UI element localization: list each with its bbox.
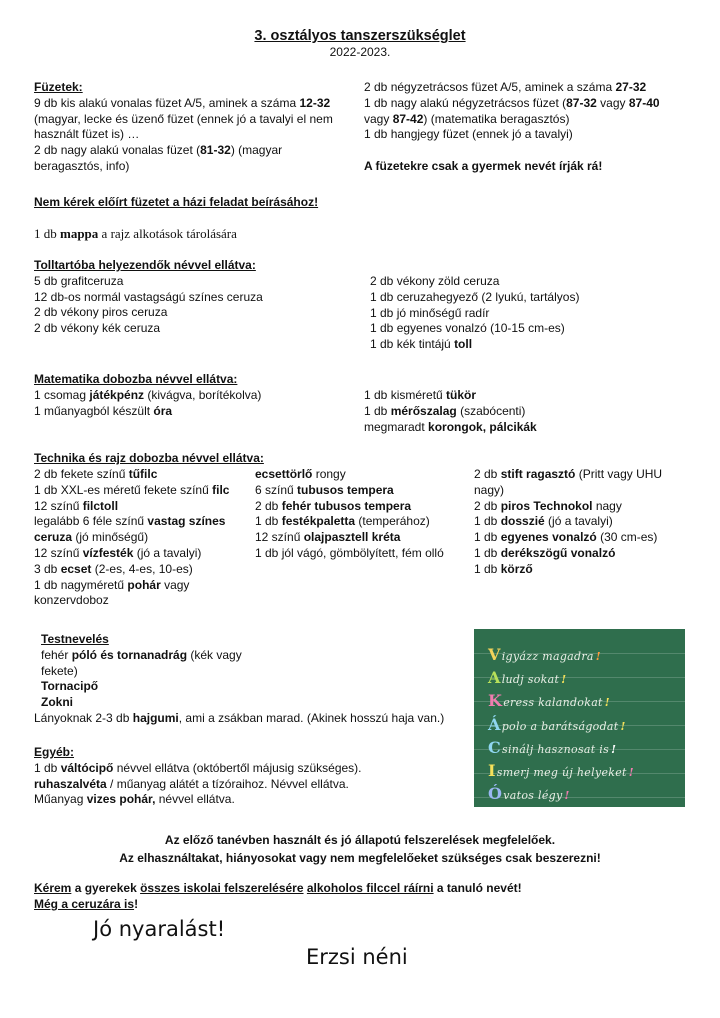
list-item: fehér póló és tornanadrág (kék vagy xyxy=(41,647,242,662)
list-item: beragasztós, info) xyxy=(34,158,130,173)
list-item: 6 színű tubusos tempera xyxy=(255,482,394,497)
list-item: 1 műanyagból készült óra xyxy=(34,403,173,418)
school-year: 2022-2023. xyxy=(329,45,391,59)
matematika-section xyxy=(34,372,261,419)
list-item: 1 db nagyméretű pohár vagy xyxy=(34,577,190,592)
technika-column-1 xyxy=(34,467,229,609)
list-item: 1 db körző xyxy=(474,561,533,576)
no-homework-notebook-note: Nem kérek előírt füzetet a házi feladat beírásához! xyxy=(34,195,319,209)
egyeb-section xyxy=(34,745,362,808)
technika-column-2 xyxy=(255,467,444,562)
note-names-only: A füzetekre csak a gyermek nevét írják rá! xyxy=(364,158,603,173)
list-item: nagy) xyxy=(474,482,505,497)
list-item: 1 db dosszié (jó a tavalyi) xyxy=(474,514,613,529)
list-item: 1 db derékszögű vonalzó xyxy=(474,545,616,560)
list-item: Műanyag vizes pohár, névvel ellátva. xyxy=(34,792,235,807)
chalkboard-line: Csinálj hasznosat is ! xyxy=(488,738,617,757)
list-item: 1 db nagy alakú négyzetrácsos füzet (87-32 vagy 87-40 xyxy=(364,95,660,110)
list-item: konzervdoboz xyxy=(34,593,109,608)
chalkboard-line: Ápolo a barátságodat ! xyxy=(488,715,626,734)
tolltarto-right-column xyxy=(370,274,579,353)
list-item: 1 db mérőszalag (szabócenti) xyxy=(364,403,526,418)
list-item: 2 db vékony kék ceruza xyxy=(34,321,161,336)
list-item: ecsettörlő rongy xyxy=(255,467,346,481)
list-item: 5 db grafitceruza xyxy=(34,273,124,288)
technika-column-3 xyxy=(474,467,662,578)
list-item: 12 színű vízfesték (jó a tavalyi) xyxy=(34,545,202,560)
list-item: Zokni xyxy=(41,695,73,710)
list-item: 1 csomag játékpénz (kivágva, borítékolva) xyxy=(34,387,262,402)
list-item: 2 db vékony zöld ceruza xyxy=(370,274,500,288)
list-item: 1 db jól vágó, gömbölyített, fém olló xyxy=(255,545,444,560)
closing-note-2: Az elhasználtakat, hiányosokat vagy nem megfelelőeket szükséges csak beszerezni! xyxy=(119,851,601,865)
list-item: 2 db nagy alakú vonalas füzet (81-32) (magyar xyxy=(34,143,283,158)
list-item: 1 db kisméretű tükör xyxy=(364,388,477,402)
list-item: (magyar, lecke és üzenő füzet (ennek jó a tavalyi el nem xyxy=(34,111,333,126)
mappa-item: 1 db mappa a rajz alkotások tárolására xyxy=(34,226,237,241)
chalkboard-line: Óvatos légy ! xyxy=(488,784,570,803)
testneveles-heading: Testnevelés xyxy=(41,632,109,646)
chalkboard-line: Aludj sokat ! xyxy=(488,668,567,687)
fuzetek-right-column xyxy=(364,80,660,175)
tolltarto-heading: Tolltartóba helyezendők névvel ellátva: xyxy=(34,258,256,272)
list-item: 12 színű filctoll xyxy=(34,498,119,513)
chalkboard-line: Vigyázz magadra ! xyxy=(488,645,601,664)
greeting: Jó nyaralást! xyxy=(93,917,226,941)
list-item: 2 db négyzetrácsos füzet A/5, aminek a száma 27-32 xyxy=(364,80,647,94)
list-item: 1 db egyenes vonalzó (30 cm-es) xyxy=(474,530,658,545)
list-item: 1 db jó minőségű radír xyxy=(370,305,490,320)
egyeb-heading: Egyéb: xyxy=(34,745,75,759)
list-item: 2 db stift ragasztó (Pritt vagy UHU xyxy=(474,467,663,481)
list-item: 1 db festékpaletta (temperához) xyxy=(255,514,430,529)
list-item: Lányoknak 2-3 db hajgumi, ami a zsákban marad. (Akinek hosszú haja van.) xyxy=(34,710,445,725)
closing-note-1: Az előző tanévben használt és jó állapotú felszerelések megfelelőek. xyxy=(164,833,556,847)
list-item: megmaradt korongok, pálcikák xyxy=(364,419,537,434)
technika-heading: Technika és rajz dobozba névvel ellátva: xyxy=(34,451,264,465)
list-item: 1 db ceruzahegyező (2 lyukú, tartályos) xyxy=(370,289,580,304)
list-item: ruhaszalvéta / műanyag alátét a tízóraihoz. Névvel ellátva. xyxy=(34,776,349,791)
list-item: 2 db fekete színű tűfilc xyxy=(34,467,158,481)
fuzetek-section xyxy=(34,80,333,175)
matematika-right-column xyxy=(364,388,537,435)
list-item: 2 db piros Technokol nagy xyxy=(474,498,622,513)
list-item: 9 db kis alakú vonalas füzet A/5, aminek a száma 12-32 xyxy=(34,95,331,110)
list-item: használt füzet is) … xyxy=(34,127,140,142)
list-item: 1 db egyenes vonalzó (10-15 cm-es) xyxy=(370,321,565,336)
list-item: 3 db ecset (2-es, 4-es, 10-es) xyxy=(34,561,193,576)
list-item: legalább 6 féle színű vastag színes xyxy=(34,514,226,529)
page-title: 3. osztályos tanszerszükséglet xyxy=(254,28,466,44)
chalkboard-line: Keress kalandokat ! xyxy=(488,691,610,710)
list-item: 1 db váltócipő névvel ellátva (októbertől májusig szükséges). xyxy=(34,760,362,775)
name-labeling-request: Kérem a gyerekek összes iskolai felszerelésére alkoholos filccel ráírni a tanuló nevét! xyxy=(34,881,522,895)
list-item: 1 db kék tintájú toll xyxy=(370,337,473,352)
chalkboard-line: Ismerj meg új helyeket ! xyxy=(488,761,634,780)
signature: Erzsi néni xyxy=(306,945,408,969)
matematika-heading: Matematika dobozba névvel ellátva: xyxy=(34,372,238,386)
list-item: Tornacipő xyxy=(41,679,99,694)
list-item: 1 db XXL-es méretű fekete színű filc xyxy=(34,482,230,497)
list-item: vagy 87-42) (matematika beragasztós) xyxy=(364,111,570,126)
list-item: 1 db hangjegy füzet (ennek jó a tavalyi) xyxy=(364,127,573,142)
list-item: ceruza (jó minőségű) xyxy=(34,530,149,545)
list-item: 2 db fehér tubusos tempera xyxy=(255,498,412,513)
tolltarto-section xyxy=(34,258,263,337)
list-item: 12 db-os normál vastagságú színes ceruza xyxy=(34,289,263,304)
testneveles-section xyxy=(34,632,444,727)
chalkboard-image xyxy=(474,629,685,807)
list-item: 12 színű olajpasztell kréta xyxy=(255,530,401,545)
pencil-note: Még a ceruzára is! xyxy=(34,897,139,911)
list-item: 2 db vékony piros ceruza xyxy=(34,305,168,320)
list-item: fekete) xyxy=(41,663,78,678)
fuzetek-heading: Füzetek: xyxy=(34,80,83,94)
